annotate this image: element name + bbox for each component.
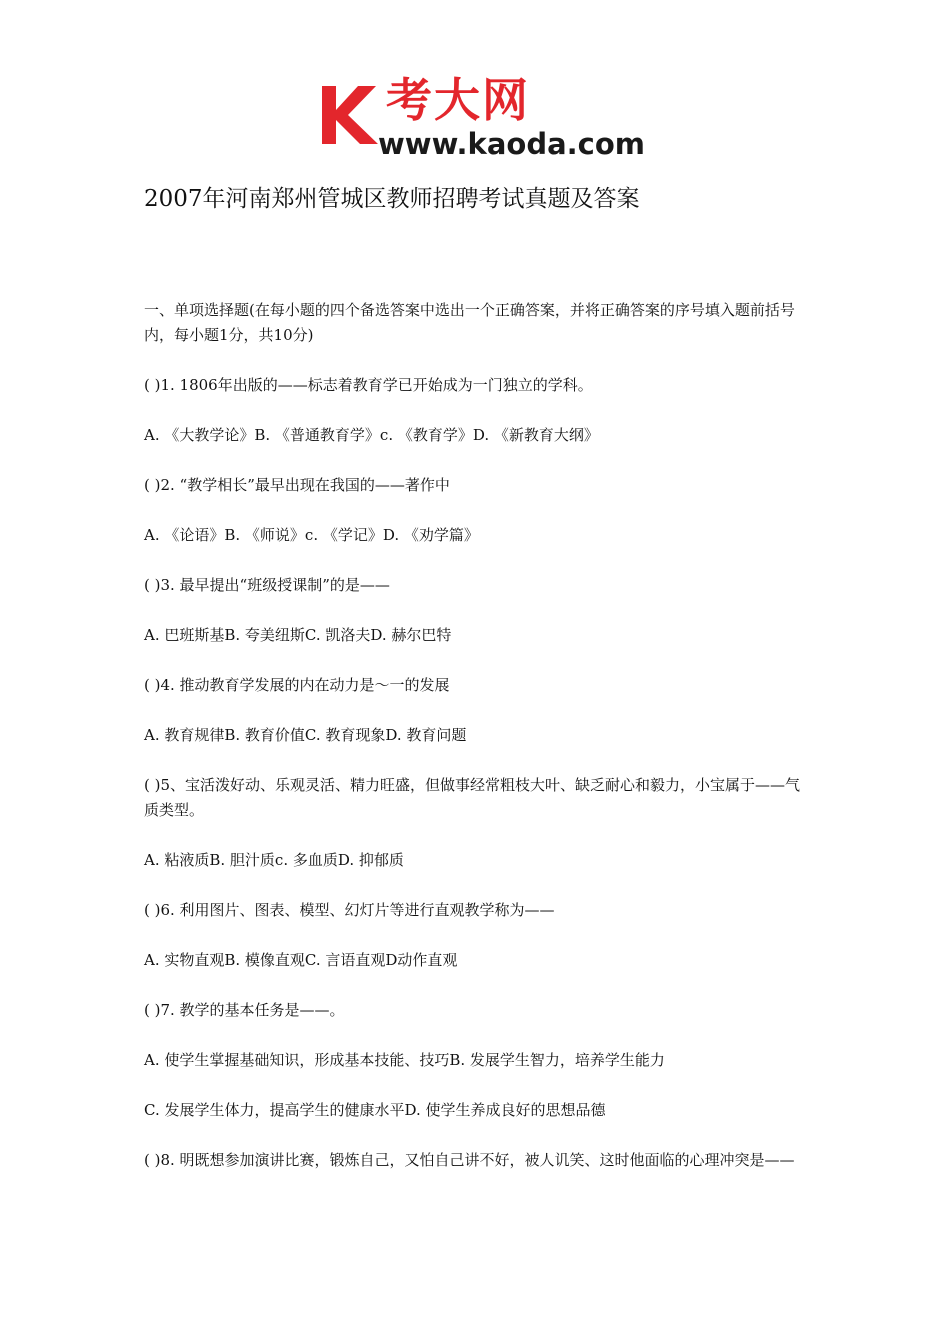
question-6: ( )6. 利用图片、图表、模型、幻灯片等进行直观教学称为—— xyxy=(144,901,555,919)
question-1-options: A. 《大教学论》B. 《普通教育学》c. 《教育学》D. 《新教育大纲》 xyxy=(144,426,599,444)
question-2-options: A. 《论语》B. 《师说》c. 《学记》D. 《劝学篇》 xyxy=(144,526,479,544)
question-5-options: A. 粘液质B. 胆汁质c. 多血质D. 抑郁质 xyxy=(144,851,404,869)
question-7: ( )7. 教学的基本任务是——。 xyxy=(144,1001,345,1019)
question-3-options: A. 巴班斯基B. 夸美纽斯C. 凯洛夫D. 赫尔巴特 xyxy=(144,626,452,644)
document-body xyxy=(144,298,810,1198)
logo-url: www.kaoda.com xyxy=(378,127,645,161)
logo-chinese-name: 考大网 xyxy=(386,73,530,127)
question-4-options: A. 教育规律B. 教育价值C. 教育现象D. 教育问题 xyxy=(144,726,467,744)
document-title: 2007年河南郑州管城区教师招聘考试真题及答案 xyxy=(144,186,640,212)
question-2: ( )2. “教学相长”最早出现在我国的——著作中 xyxy=(144,476,450,494)
section-heading: 一、单项选择题(在每小题的四个备选答案中选出一个正确答案，并将正确答案的序号填入题前括号内，每小题1分，共10分) xyxy=(144,301,795,344)
question-5: ( )5、宝活泼好动、乐观灵活、精力旺盛，但做事经常粗枝大叶、缺乏耐心和毅力，小宝属于——气质类型。 xyxy=(144,776,801,819)
question-3: ( )3. 最早提出“班级授课制”的是—— xyxy=(144,576,390,594)
question-4: ( )4. 推动教育学发展的内在动力是～一的发展 xyxy=(144,676,450,694)
question-8: ( )8. 明既想参加演讲比赛，锻炼自己，又怕自己讲不好，被人讥笑、这时他面临的心理冲突是—— xyxy=(144,1151,795,1169)
site-logo xyxy=(318,73,645,161)
k-logo-icon xyxy=(318,82,382,148)
question-7-options-ab: A. 使学生掌握基础知识，形成基本技能、技巧B. 发展学生智力，培养学生能力 xyxy=(144,1051,665,1069)
question-6-options: A. 实物直观B. 模像直观C. 言语直观D动作直观 xyxy=(144,951,458,969)
question-1: ( )1. 1806年出版的——标志着教育学已开始成为一门独立的学科。 xyxy=(144,376,593,394)
question-7-options-cd: C. 发展学生体力，提高学生的健康水平D. 使学生养成良好的思想品德 xyxy=(144,1101,606,1119)
